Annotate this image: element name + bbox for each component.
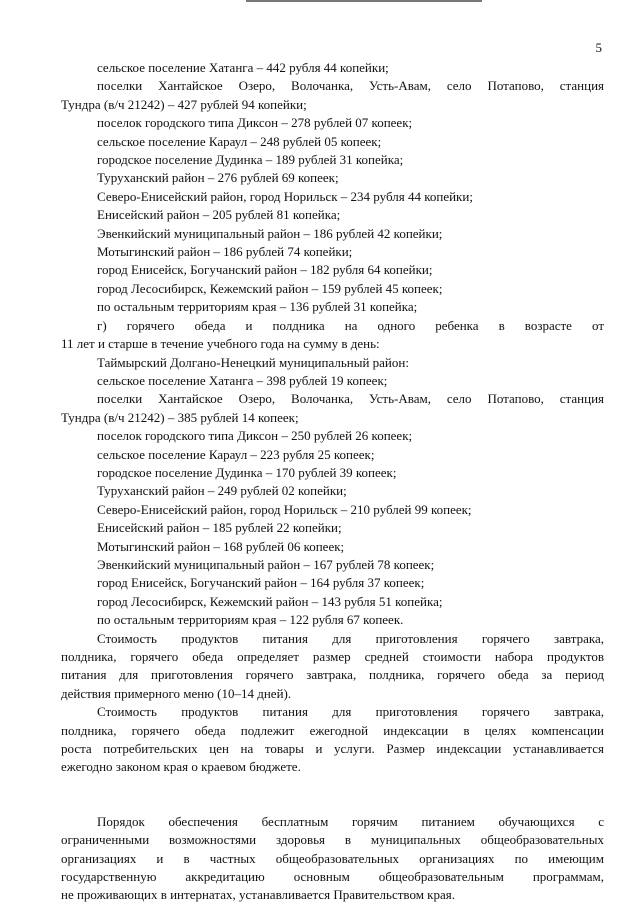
text-line: Северо-Енисейский район, город Норильск – 210 рублей 99 копеек;: [97, 501, 472, 517]
text-line: роста потребительских цен на товары и услуги. Размер индексации устанавливается: [61, 741, 604, 757]
text-line: городское поселение Дудинка – 170 рублей 39 копеек;: [97, 464, 397, 480]
text-line: 11 лет и старше в течение учебного года на сумму в день:: [61, 336, 380, 352]
text-line: Енисейский район – 205 рублей 81 копейка;: [97, 207, 341, 223]
text-line: полдника, горячего обеда подлежит ежегодной индексации в целях компенсации: [61, 722, 604, 738]
text-line: Енисейский район – 185 рублей 22 копейки;: [97, 520, 342, 536]
text-line: городское поселение Дудинка – 189 рублей 31 копейка;: [97, 152, 404, 168]
text-line: поселки Хантайское Озеро, Волочанка, Усть-Авам, село Потапово, станция: [97, 391, 604, 407]
page-number: 5: [595, 40, 602, 55]
text-line: Стоимость продуктов питания для приготовления горячего завтрака,: [97, 704, 604, 720]
text-line: Мотыгинский район – 168 рублей 06 копеек;: [97, 538, 345, 554]
text-line: Эвенкийский муниципальный район – 186 рублей 42 копейки;: [97, 225, 443, 241]
text-line: город Енисейск, Богучанский район – 164 рубля 37 копеек;: [97, 575, 425, 591]
text-line: Туруханский район – 249 рублей 02 копейки;: [97, 483, 347, 499]
text-line: Тундра (в/ч 21242) – 385 рублей 14 копеек;: [61, 409, 299, 425]
text-line: по остальным территориям края – 136 рублей 31 копейка;: [97, 299, 418, 315]
text-line: сельское поселение Караул – 223 рубля 25 копеек;: [97, 446, 375, 462]
text-line: по остальным территориям края – 122 рубля 67 копеек.: [97, 612, 404, 628]
text-line: действия примерного меню (10–14 дней).: [61, 685, 292, 701]
text-line: поселок городского типа Диксон – 278 рублей 07 копеек;: [97, 115, 413, 131]
text-line: г) горячего обеда и полдника на одного ребенка в возрасте от: [97, 317, 604, 333]
text-line: город Лесосибирск, Кежемский район – 159 рублей 45 копеек;: [97, 280, 443, 296]
document-body: [61, 59, 604, 905]
text-line: организациях и в частных общеобразовательных организациях по имеющим: [61, 850, 604, 866]
text-line: Стоимость продуктов питания для приготовления горячего завтрака,: [97, 630, 604, 646]
text-line: Эвенкийский муниципальный район – 167 рублей 78 копеек;: [97, 556, 435, 572]
text-line: поселки Хантайское Озеро, Волочанка, Усть-Авам, село Потапово, станция: [97, 78, 604, 94]
text-line: Туруханский район – 276 рублей 69 копеек;: [97, 170, 339, 186]
text-line: Таймырский Долгано-Ненецкий муниципальный район:: [97, 354, 409, 370]
text-line: питания для приготовления горячего завтрака, полдника, горячего обеда за период: [61, 667, 604, 683]
text-line: ограниченными возможностями здоровья в муниципальных общеобразовательных: [61, 832, 604, 848]
text-line: Тундра (в/ч 21242) – 427 рублей 94 копейки;: [61, 96, 307, 112]
paragraph-gap: [61, 793, 604, 797]
text-line: город Енисейск, Богучанский район – 182 рубля 64 копейки;: [97, 262, 433, 278]
text-line: не проживающих в интернатах, устанавливается Правительством края.: [61, 887, 455, 903]
text-line: полдника, горячего обеда определяет размер средней стоимости набора продуктов: [61, 649, 604, 664]
text-line: государственную аккредитацию основным общеобразовательным программам,: [61, 869, 604, 885]
text-line: сельское поселение Хатанга – 442 рубля 44 копейки;: [97, 60, 389, 75]
text-line: Северо-Енисейский район, город Норильск – 234 рубля 44 копейки;: [97, 188, 473, 204]
text-line: сельское поселение Караул – 248 рублей 05 копеек;: [97, 133, 382, 149]
text-line: сельское поселение Хатанга – 398 рублей 19 копеек;: [97, 372, 388, 388]
text-line: поселок городского типа Диксон – 250 рублей 26 копеек;: [97, 428, 413, 444]
text-line: ежегодно законом края о краевом бюджете.: [61, 759, 301, 775]
text-line: Мотыгинский район – 186 рублей 74 копейки;: [97, 244, 353, 260]
text-line: Порядок обеспечения бесплатным горячим питанием обучающихся с: [97, 813, 604, 829]
top-rule: [246, 0, 482, 2]
text-line: город Лесосибирск, Кежемский район – 143 рубля 51 копейка;: [97, 593, 443, 609]
